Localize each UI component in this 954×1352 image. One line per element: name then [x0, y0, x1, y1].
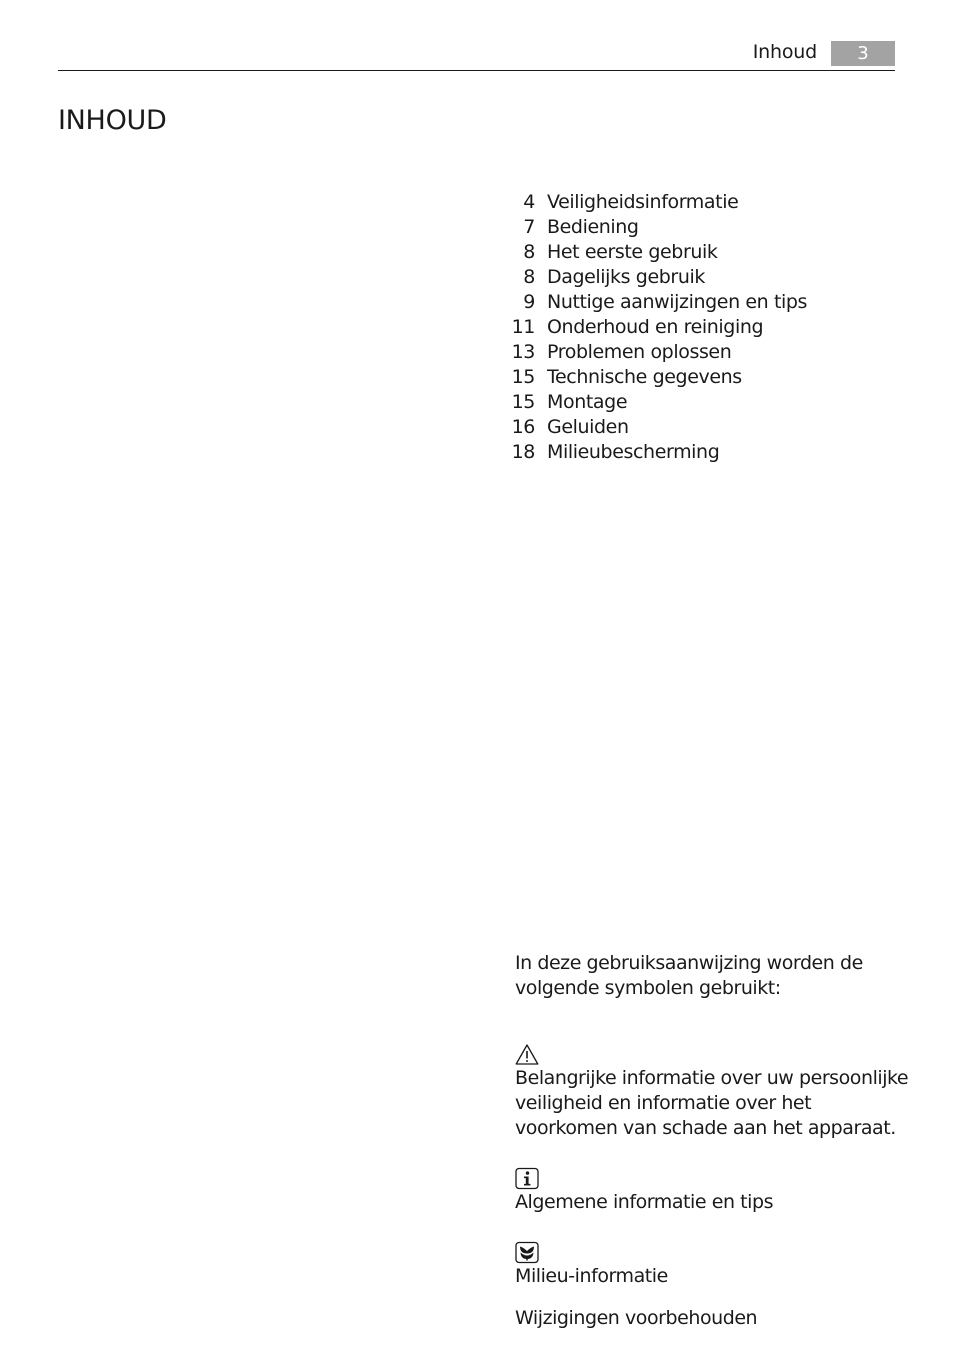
toc-entry[interactable]: [500, 315, 920, 340]
toc-page-number: 7: [523, 216, 535, 238]
page-number-badge: 3: [831, 41, 895, 66]
toc-entry[interactable]: [500, 440, 920, 465]
toc-entry[interactable]: [500, 340, 920, 365]
toc-entry-title: Technische gegevens: [547, 366, 742, 388]
toc-page-number: 13: [511, 341, 535, 363]
table-of-contents: [500, 190, 920, 465]
toc-entry-title: Veiligheidsinformatie: [547, 191, 739, 213]
toc-entry[interactable]: [500, 415, 920, 440]
toc-entry[interactable]: [500, 265, 920, 290]
page-title: INHOUD: [58, 105, 167, 136]
toc-page-number: 18: [511, 441, 535, 463]
toc-entry[interactable]: [500, 365, 920, 390]
toc-entry[interactable]: [500, 215, 920, 240]
toc-page-number: 8: [523, 241, 535, 263]
toc-page-number: 16: [511, 416, 535, 438]
toc-entry[interactable]: [500, 240, 920, 265]
warning-triangle-icon: [515, 1043, 539, 1066]
toc-entry[interactable]: [500, 290, 920, 315]
header-section-label: Inhoud: [752, 41, 817, 63]
toc-entry-title: Onderhoud en reiniging: [547, 316, 764, 338]
toc-page-number: 11: [511, 316, 535, 338]
toc-entry-title: Milieubescherming: [547, 441, 720, 463]
toc-entry-title: Dagelijks gebruik: [547, 266, 705, 288]
toc-entry-title: Geluiden: [547, 416, 629, 438]
toc-page-number: 15: [511, 391, 535, 413]
environment-flower-icon: [515, 1241, 539, 1264]
warning-description: Belangrijke informatie over uw persoonlijke veiligheid en informatie over het voorkomen van schade aan het apparaat.: [515, 1067, 909, 1139]
toc-entry-title: Bediening: [547, 216, 639, 238]
info-icon: [515, 1167, 539, 1190]
toc-entry-title: Montage: [547, 391, 628, 413]
toc-page-number: 9: [523, 291, 535, 313]
toc-page-number: 4: [523, 191, 535, 213]
info-description: Algemene informatie en tips: [515, 1191, 774, 1213]
header-divider: [58, 70, 895, 71]
toc-page-number: 15: [511, 366, 535, 388]
toc-entry[interactable]: [500, 190, 920, 215]
environment-description: Milieu-informatie: [515, 1265, 668, 1287]
symbols-legend: [515, 951, 915, 1331]
toc-entry-title: Nuttige aanwijzingen en tips: [547, 291, 808, 313]
toc-entry-title: Het eerste gebruik: [547, 241, 718, 263]
symbols-intro: In deze gebruiksaanwijzing worden de volgende symbolen gebruikt:: [515, 952, 863, 999]
toc-entry[interactable]: [500, 390, 920, 415]
footer-note: Wijzigingen voorbehouden: [515, 1307, 758, 1329]
toc-page-number: 8: [523, 266, 535, 288]
toc-entry-title: Problemen oplossen: [547, 341, 732, 363]
